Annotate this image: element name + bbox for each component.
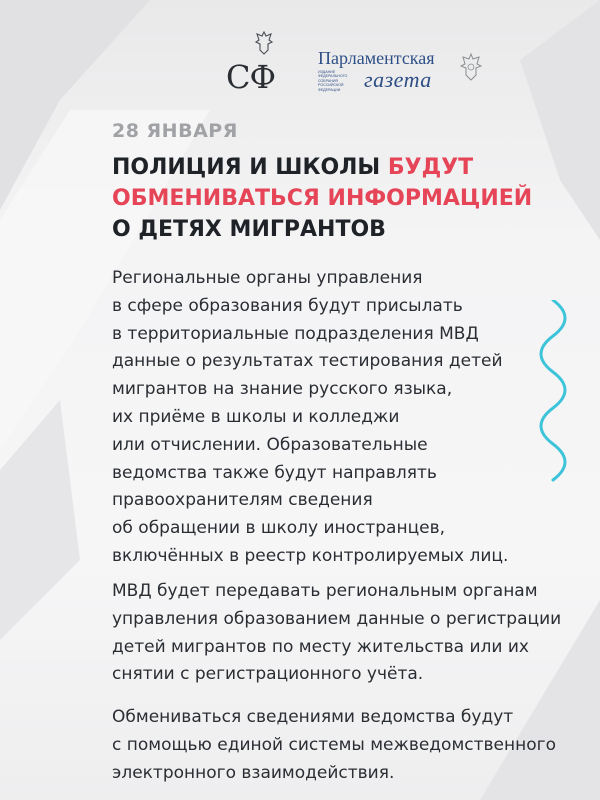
headline-line-1 [112,152,532,183]
pg-logo-gazeta: газета [364,67,432,92]
text-line: или отчислении. Образовательные [112,434,428,455]
text-line: Обмениваться сведениями ведомства будут [112,707,514,727]
pg-logo-name: Парламентская [318,48,435,68]
text-line: данные о результатах тестирования детей [112,351,503,372]
headline-part-plain: ПОЛИЦИЯ И ШКОЛЫ [112,155,388,180]
text-line: с помощью единой системы межведомственного [112,734,556,755]
paragraph-3 [112,704,556,787]
text-line: ведомства также будут направлять [112,462,437,483]
text-line: в территориальные подразделения МВД [112,323,479,344]
article-date: 28 ЯНВАРЯ [112,120,238,142]
text-line: мигрантов на знание русского языка, [112,379,453,400]
text-line: включённых в реестр контролируемых лиц. [112,545,509,566]
headline-line-3: О ДЕТЯХ МИГРАНТОВ [112,217,386,242]
paragraph-2 [112,578,561,689]
double-headed-eagle-emblem-icon [254,30,274,56]
pg-logo-subtitle: ИЗДАНИЕ ФЕДЕРАЛЬНОГО СОБРАНИЯ РОССИЙСКОЙ ФЕДЕРАЦИИ [318,70,348,92]
headline-line-2: ОБМЕНИВАТЬСЯ ИНФОРМАЦИЕЙ [112,186,533,211]
headline-part-accent: БУДУТ [387,155,474,180]
pg-eagle-emblem-icon [459,52,483,82]
text-line: снятии с регистрационного учёта. [112,664,424,685]
text-line: детей мигрантов по месту жительства или их [112,636,529,657]
text-line: в сфере образования будут присылать [112,295,463,316]
text-line: правоохранителям сведения [112,490,373,511]
text-line: их приёме в школы и колледжи [112,406,400,427]
text-line: Региональные органы управления [112,268,423,288]
text-line: об обращении в школу иностранцев, [112,518,446,539]
text-line: электронного взаимодействия. [112,762,395,783]
text-line: МВД будет передавать региональным органам [112,581,538,601]
wave-decoration [533,300,573,490]
sf-logo: СФ [226,58,276,96]
text-line: управления образованием данные о регистрации [112,608,562,629]
article-headline [112,152,532,245]
paragraph-1 [112,265,508,571]
